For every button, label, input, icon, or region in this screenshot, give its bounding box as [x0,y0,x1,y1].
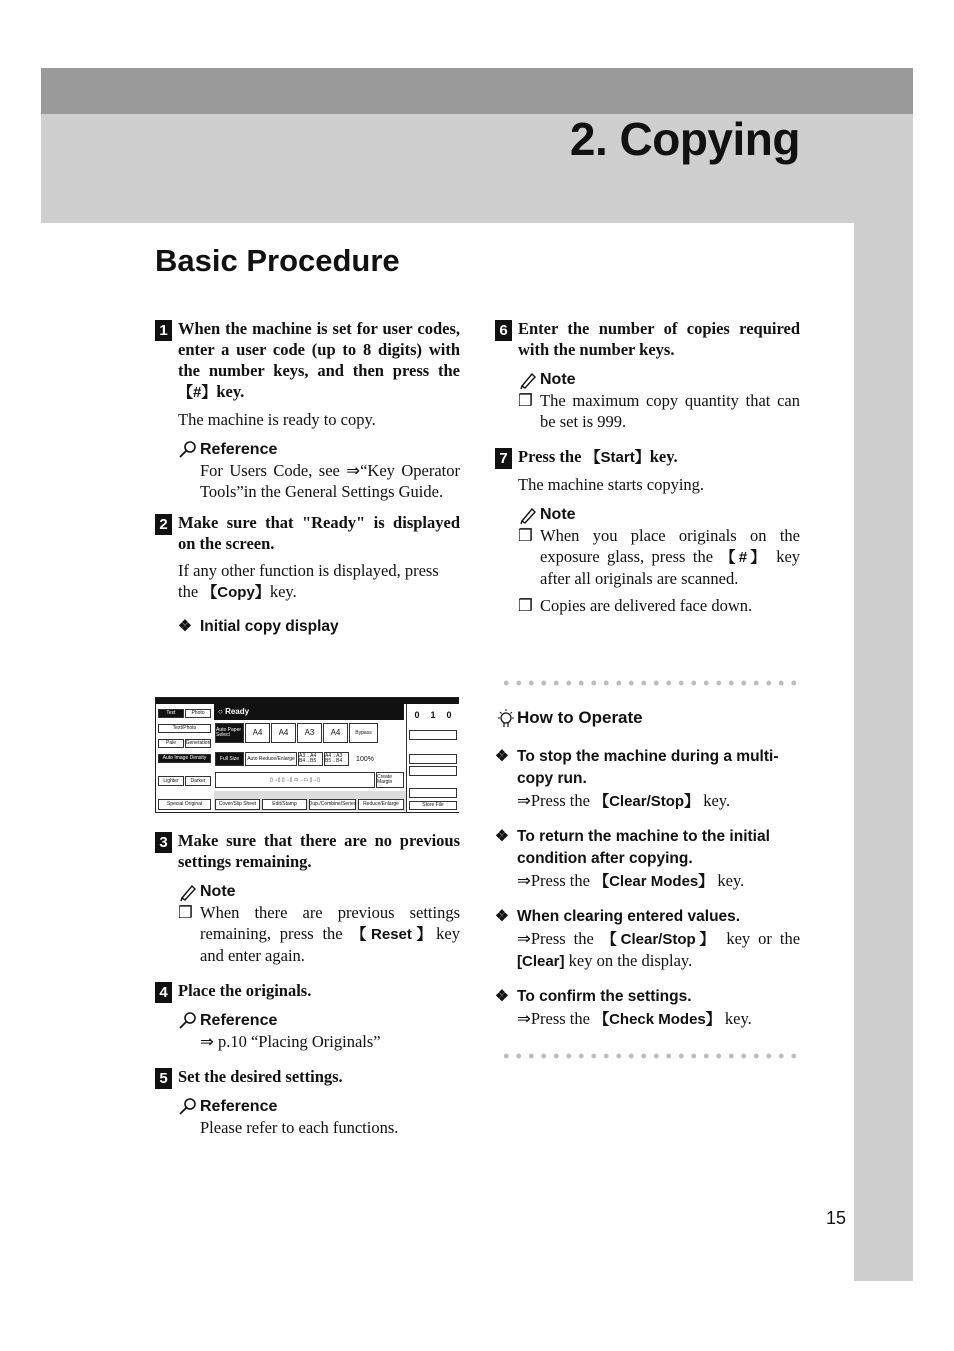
tray-3-button[interactable]: A3 [297,723,322,743]
dotted-divider-top [500,680,802,686]
left-column-lower [155,830,460,1138]
textphoto-mode-button[interactable]: Text/Photo [158,724,211,733]
checkbox-bullet-icon: ❒ [518,391,533,410]
note-label: Note [200,883,236,900]
ready-status: ○ Ready [214,704,404,720]
copies-count: 0 [446,710,452,720]
reduce-enlarge-button[interactable]: Reduce/Enlarge [358,799,404,810]
pencil-icon [518,370,540,390]
tray-4-button[interactable]: A4 [323,723,348,743]
full-size-button[interactable]: Full Size [215,752,244,766]
generation-mode-button[interactable]: Generation [185,740,211,746]
ratio-2-button[interactable]: A4→A3 B5→B4 [324,752,349,766]
darker-button[interactable]: Darker [185,776,211,786]
step-number: 3 [155,832,172,853]
note-label: Note [540,371,576,388]
pencil-icon [518,505,540,525]
diamond-bullet-icon: ❖ [178,618,192,635]
photo-mode-button[interactable]: Photo [185,709,211,718]
dup-combine-button[interactable]: Dup./Combine/Series [309,799,356,810]
checkbox-bullet-icon: ❒ [178,903,193,922]
total-count: 1 [430,710,436,720]
special-original-button[interactable]: Special Original [158,799,211,810]
punch-buttons[interactable] [409,788,457,798]
magnifier-icon [178,440,200,460]
step-number: 5 [155,1068,172,1089]
reference-text: Please refer to each functions. [200,1118,399,1137]
note-item: ❒ When there are previous settings remaining, press the 【Reset】key and enter again. [178,903,460,965]
note-block [518,370,800,432]
step-instruction: Set the desired settings. [178,1067,343,1086]
cover-slip-button[interactable]: Cover/Slip Sheet [215,799,260,810]
step-instruction: Place the originals. [178,981,312,1000]
side-margin-bar [854,223,913,1281]
step-2 [155,512,460,637]
note-label: Note [540,506,576,523]
figure-caption: ❖ Initial copy display [178,618,339,635]
step-instruction: Make sure that "Ready" is displayed on the screen. [178,513,460,553]
lightbulb-icon [495,708,517,728]
note-item: ❒ The maximum copy quantity that can be set is 999. [518,391,800,431]
diamond-bullet-icon: ❖ [495,828,509,845]
diamond-bullet-icon: ❖ [495,908,509,925]
right-column [495,318,800,616]
dotted-divider-bottom [500,1053,802,1059]
step-instruction: Enter the number of copies required with the number keys. [518,319,800,359]
section-title: Basic Procedure [155,243,400,278]
magnifier-icon [178,1011,200,1031]
diamond-bullet-icon: ❖ [495,748,509,765]
copy-display-panel [155,697,459,813]
reference-label: Reference [200,441,278,458]
step-instruction: Press the 【Start】key. [518,447,678,466]
chapter-header-band-dark [41,68,913,114]
step-instruction: When the machine is set for user codes, enter a user code (up to 8 digits) with the number keys, and then press the 【#】key. [178,319,460,401]
reference-text: ⇒ p.10 “Placing Originals” [200,1032,381,1051]
how-to-operate-box [495,708,800,1030]
pencil-icon [178,882,200,902]
reference-block [178,1097,460,1138]
step-number: 4 [155,982,172,1003]
how-to-item: ❖ To return the machine to the initial condition after copying. ⇒Press the 【Clear Modes】 key. [495,828,770,890]
step-number: 7 [495,448,512,469]
step-body: If any other function is displayed, press the 【Copy】key. [178,561,439,601]
text-mode-button[interactable]: Text [158,709,184,718]
note-block [178,882,460,966]
tray-2-button[interactable]: A4 [271,723,296,743]
edit-stamp-button[interactable]: Edit/Stamp [262,799,307,810]
auto-density-button[interactable]: Auto Image Density [158,754,211,763]
lighter-button[interactable]: Lighter [158,776,184,786]
note-item: ❒ Copies are delivered face down. [518,596,753,615]
step-body: The machine starts copying. [518,475,705,494]
how-to-title: How to Operate [517,708,643,727]
sort-buttons[interactable] [409,730,457,740]
step-3 [155,830,460,966]
store-file-button[interactable]: Store File [409,801,457,810]
auto-paper-select-button[interactable]: Auto Paper Select [215,723,244,743]
duplex-mode-buttons[interactable]: ▯→▯ ▯→▯ ▭→▭ ▯→▯ [215,772,375,788]
reference-label: Reference [200,1098,278,1115]
reference-block [178,1011,460,1052]
left-column [155,318,460,637]
reference-block [178,440,460,502]
panel-right-column [406,704,459,812]
magnifier-icon [178,1097,200,1117]
chapter-title: 2. Copying [569,113,800,165]
step-number: 2 [155,514,172,535]
how-to-item: ❖ When clearing entered values. ⇒Press the 【Clear/Stop】 key or the [Clear] key on the display. [495,908,801,970]
note-block [518,505,800,616]
step-number: 1 [155,320,172,341]
zoom-readout: 100% [352,752,378,766]
reference-text: For Users Code, see ⇒“Key Operator Tools”in the General Settings Guide. [200,461,460,501]
checkbox-bullet-icon: ❒ [518,526,533,545]
step-1 [155,318,460,502]
staple-buttons-2[interactable] [409,766,457,776]
reference-label: Reference [200,1012,278,1029]
step-body: The machine is ready to copy. [178,410,376,429]
bypass-button[interactable]: Bypass [349,723,378,743]
step-instruction: Make sure that there are no previous settings remaining. [178,831,460,871]
auto-reduce-button[interactable]: Auto Reduce/Enlarge [245,752,297,766]
note-item: ❒ When you place originals on the exposure glass, press the 【#】 key after all originals are scanned. [518,526,801,588]
tray-1-button[interactable]: A4 [245,723,270,743]
pale-mode-button[interactable]: Pale [158,739,184,748]
ratio-1-button[interactable]: A3→A4 B4→B5 [298,752,323,766]
staple-buttons[interactable] [409,754,457,764]
diamond-bullet-icon: ❖ [495,988,509,1005]
step-6 [495,318,800,432]
create-margin-button[interactable]: Create Margin [376,772,404,788]
page-number: 15 [826,1208,847,1228]
step-5 [155,1066,460,1138]
how-to-item: ❖ To stop the machine during a multi-copy run. ⇒Press the 【Clear/Stop】 key. [495,748,779,810]
how-to-item: ❖ To confirm the settings. ⇒Press the 【Check Modes】 key. [495,988,752,1028]
original-count: 0 [414,710,420,720]
checkbox-bullet-icon: ❒ [518,596,533,615]
step-4 [155,980,460,1052]
step-7 [495,446,800,616]
step-number: 6 [495,320,512,341]
